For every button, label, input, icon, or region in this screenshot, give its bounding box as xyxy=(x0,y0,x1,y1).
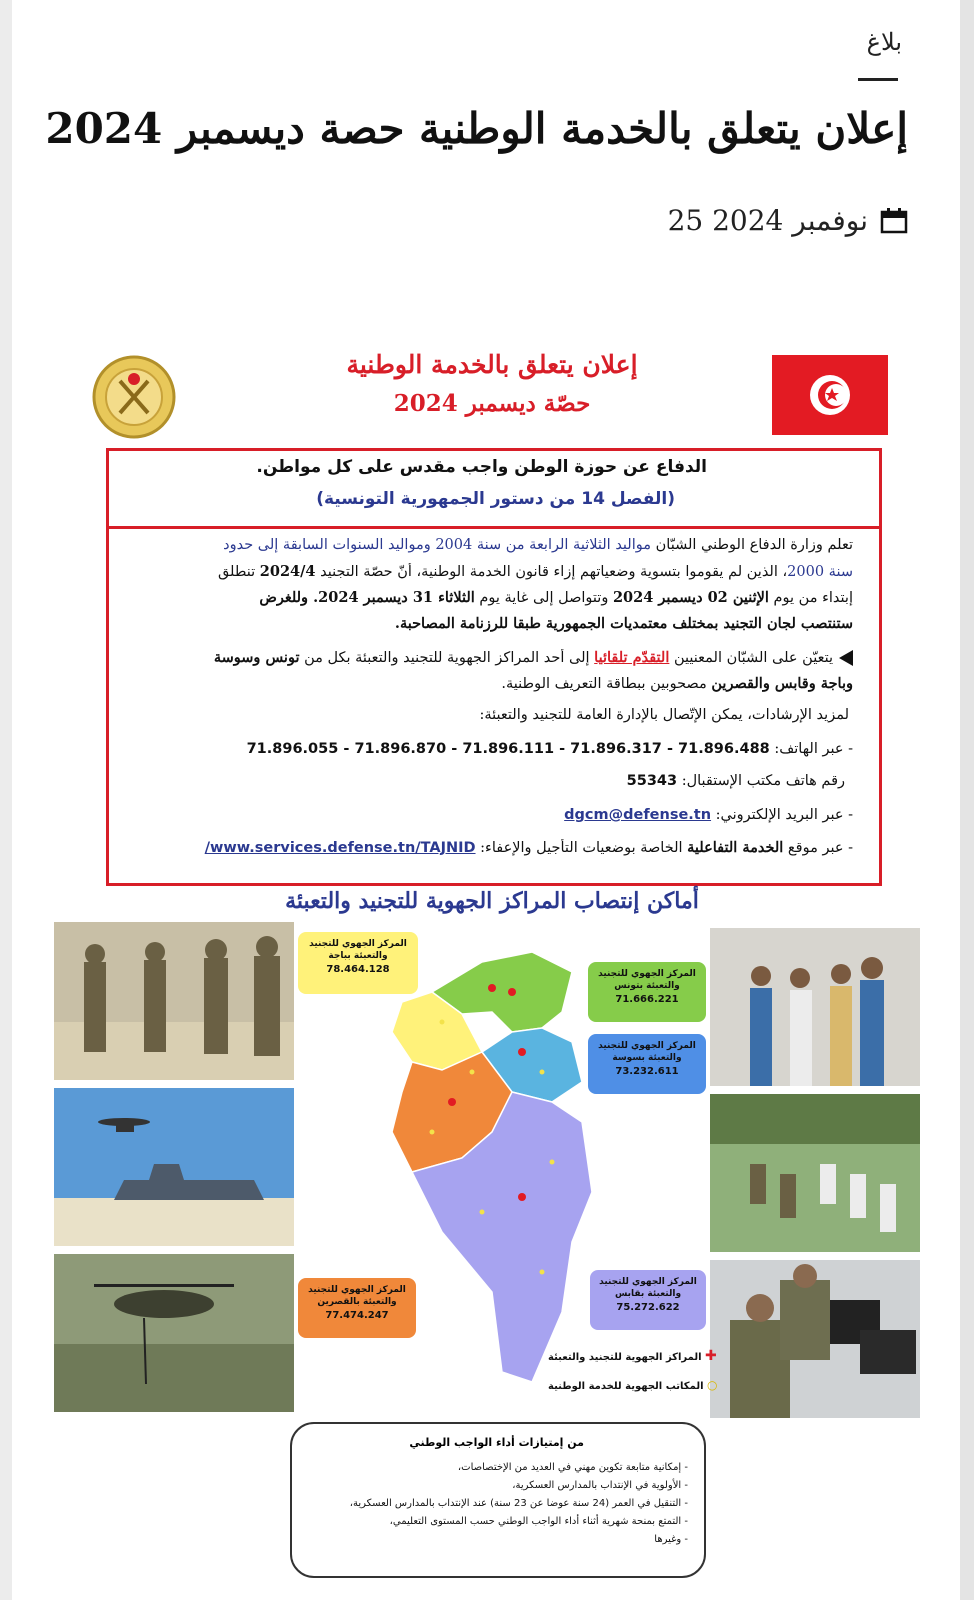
legend-centers xyxy=(548,1348,717,1364)
body-text-highlight: التقدّم تلقائيا xyxy=(594,649,670,666)
body-text-bold: الخدمة التفاعلية xyxy=(687,839,784,856)
body-text-bold: 2024/4 xyxy=(259,563,316,580)
body-line-5 xyxy=(125,649,853,666)
body-text-blue: سنة 2000 xyxy=(787,564,853,580)
center-name: المركز الجهوي للتجنيد والتعبئة بباجة xyxy=(309,939,407,961)
email-link[interactable]: dgcm@defense.tn xyxy=(564,807,712,823)
red-star-icon: ✚ xyxy=(705,1348,717,1364)
body-text-blue: مواليد الثلاثية الرابعة من سنة 2004 ومواليد السنوات السابقة إلى حدود xyxy=(223,537,652,553)
yellow-dot-icon: ○ xyxy=(706,1378,718,1392)
navy-ship-photo xyxy=(54,1088,294,1246)
center-callout-sousse xyxy=(588,1034,706,1094)
poster-subheading: حصّة ديسمبر 2024 xyxy=(393,390,591,417)
body-text: تنطلق xyxy=(217,564,260,580)
legend-centers-label: المراكز الجهوية للتجنيد والتعبئة xyxy=(548,1352,702,1363)
center-callout-beja xyxy=(298,932,418,994)
body-text-bold: وباجة وقابس والقصرين xyxy=(711,675,853,692)
reception-number: 55343 xyxy=(626,773,678,789)
arrow-left-icon xyxy=(839,650,853,666)
announcement-body-box xyxy=(106,526,882,886)
body-text: يتعيّن على الشبّان المعنيين xyxy=(669,650,833,666)
body-text: وتتواصل إلى غاية يوم xyxy=(474,590,613,606)
breadcrumb-category-link[interactable]: بلاغ xyxy=(866,28,902,56)
page xyxy=(12,0,960,1600)
center-phone: 77.474.247 xyxy=(325,1310,389,1321)
phone-line xyxy=(125,741,853,757)
phone-numbers: 71.896.488 - 71.896.317 - 71.896.111 - 71.896.870 - 71.896.055 xyxy=(246,741,770,757)
computer-training-photo xyxy=(710,1260,920,1418)
email-line xyxy=(125,807,853,823)
body-text-bold: الثلاثاء 31 ديسمبر 2024. xyxy=(313,589,475,606)
legend-offices-label: المكاتب الجهوية للخدمة الوطنية xyxy=(548,1381,704,1392)
calendar-icon xyxy=(880,208,908,234)
reception-line xyxy=(117,773,845,789)
website-line xyxy=(125,839,853,856)
center-callout-gabes xyxy=(590,1270,706,1330)
tunisia-flag-icon xyxy=(772,355,888,435)
body-text: إلى أحد المراكز الجهوية للتجنيد والتعبئة بكل من xyxy=(299,650,595,666)
body-text: تعلم وزارة الدفاع الوطني الشبّان xyxy=(651,537,853,553)
body-line-2 xyxy=(125,563,853,580)
constitution-quote-box xyxy=(106,448,882,529)
body-text: مصحوبين ببطاقة التعريف الوطنية. xyxy=(501,676,712,692)
center-callout-tunis xyxy=(588,962,706,1022)
body-text-bold: الإثنين 02 ديسمبر 2024 xyxy=(612,589,769,606)
announcement-poster xyxy=(42,340,942,1600)
quote-source: (الفصل 14 من دستور الجمهورية التونسية) xyxy=(316,489,675,509)
body-line-6 xyxy=(125,675,853,692)
parade-photo xyxy=(710,1094,920,1252)
center-name: المركز الجهوي للتجنيد والتعبئة بقابس xyxy=(599,1277,697,1299)
breadcrumb-underline xyxy=(858,78,898,81)
center-name: المركز الجهوي للتجنيد والتعبئة بسوسة xyxy=(598,1041,696,1063)
soldiers-training-photo xyxy=(54,922,294,1080)
body-text-bold: وللغرض xyxy=(259,589,314,606)
body-line-7: لمزيد الإرشادات، يمكن الإتّصال بالإدارة العامة للتجنيد والتعبئة: xyxy=(479,707,849,723)
body-text: إبتداء من يوم xyxy=(768,590,853,606)
body-line-3 xyxy=(125,589,853,606)
legend-offices xyxy=(548,1378,717,1392)
phone-label: - عبر الهاتف: xyxy=(769,741,853,757)
body-text: ، الذين لم يقوموا بتسوية وضعياتهم إزاء قانون الخدمة الوطنية، أنّ حصّة التجنيد xyxy=(315,564,788,580)
center-phone: 75.272.622 xyxy=(616,1302,680,1313)
body-line-1 xyxy=(125,537,853,553)
page-scroll-edge xyxy=(960,0,974,1600)
article-date-row xyxy=(668,204,908,237)
privilege-item: - التمتع بمنحة شهرية أثناء أداء الواجب الوطني حسب المستوى التعليمي، xyxy=(389,1516,688,1527)
helicopter-photo xyxy=(54,1254,294,1412)
recruits-registration-photo xyxy=(710,928,920,1086)
privilege-item: - الأولوية في الإنتداب بالمدارس العسكرية، xyxy=(512,1480,688,1491)
center-name: المركز الجهوي للتجنيد والتعبئة بالقصرين xyxy=(308,1285,406,1307)
privileges-title: من إمتيازات أداء الواجب الوطني xyxy=(409,1436,584,1449)
article-date: 25 نوفمبر 2024 xyxy=(667,204,868,237)
privilege-item: - وغيرها xyxy=(654,1534,688,1545)
poster-heading: إعلان يتعلق بالخدمة الوطنية xyxy=(346,350,638,379)
center-phone: 71.666.221 xyxy=(615,994,679,1005)
body-text-bold: تونس وسوسة xyxy=(213,649,300,666)
quote-text: الدفاع عن حوزة الوطن واجب مقدس على كل مواطن. xyxy=(256,457,707,477)
website-link[interactable]: www.services.defense.tn/TAJNID/ xyxy=(204,840,476,856)
privileges-box xyxy=(290,1422,706,1578)
center-phone: 73.232.611 xyxy=(615,1066,679,1077)
reception-label: رقم هاتف مكتب الإستقبال: xyxy=(677,773,845,789)
article-title: إعلان يتعلق بالخدمة الوطنية حصة ديسمبر 2024 xyxy=(45,104,908,153)
center-callout-kasserine xyxy=(298,1278,416,1338)
privilege-item: - التنقيل في العمر (24 سنة عوضا عن 23 سنة) عند الإنتداب بالمدارس العسكرية، xyxy=(349,1498,688,1509)
body-text: الخاصة بوضعيات التأجيل والإعفاء: xyxy=(475,840,688,856)
body-line-4: ستنتصب لجان التجنيد بمختلف معتمديات الجمهورية طبقا للرزنامة المصاحبة. xyxy=(394,615,853,632)
privilege-item: - إمكانية متابعة تكوين مهني في العديد من الإختصاصات، xyxy=(457,1462,688,1473)
center-name: المركز الجهوي للتجنيد والتعبئة بتونس xyxy=(598,969,696,991)
map-title: أماكن إنتصاب المراكز الجهوية للتجنيد والتعبئة xyxy=(285,888,699,914)
email-label: - عبر البريد الإلكتروني: xyxy=(711,807,853,823)
body-text: - عبر موقع xyxy=(783,840,853,856)
center-phone: 78.464.128 xyxy=(326,964,390,975)
army-emblem-icon xyxy=(92,355,176,439)
